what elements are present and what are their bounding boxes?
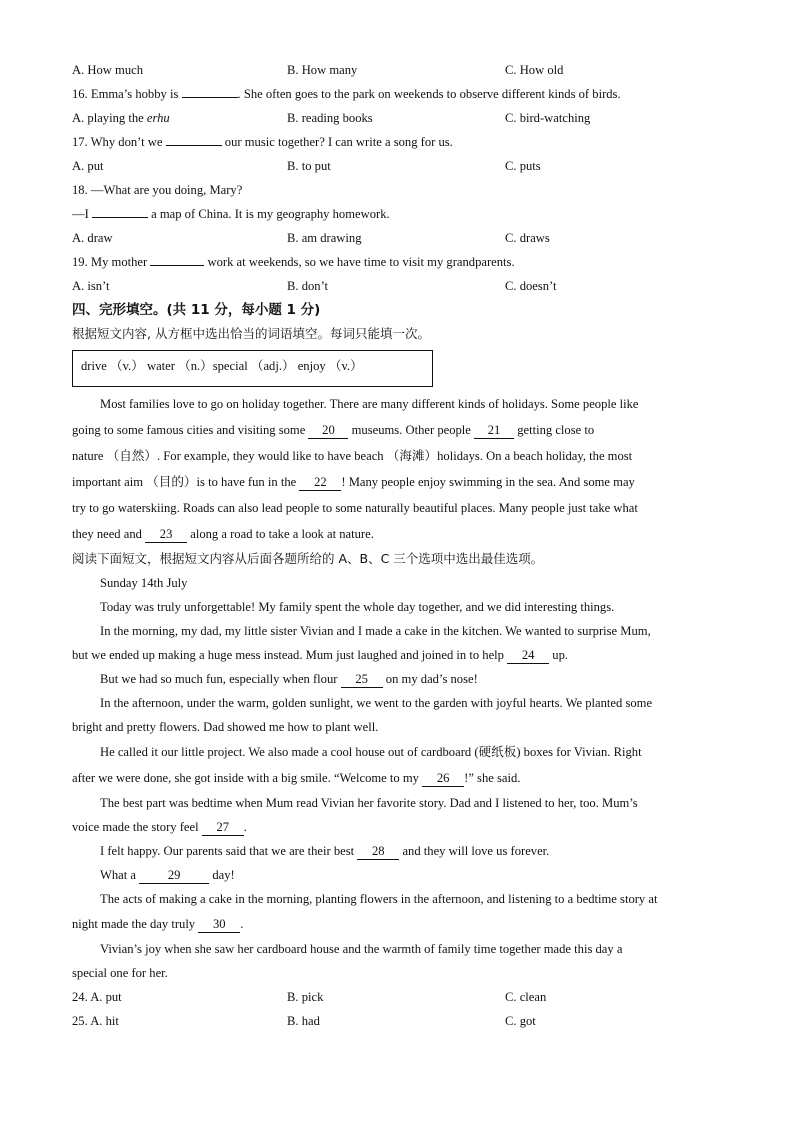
q24-option-a[interactable]: 24. A. put <box>72 990 122 1004</box>
section-4-title: 四、完形填空。(共 11 分，每小题 1 分) <box>72 302 321 318</box>
passage1-line4-start: important aim （目的）is to have fun in the <box>72 475 297 489</box>
passage1-line4 <box>72 469 732 495</box>
q24-option-b[interactable]: B. pick <box>287 990 324 1004</box>
passage2-p7 <box>72 839 732 863</box>
blank-29[interactable]: 29 <box>139 868 209 884</box>
passage2-p5-line2 <box>72 765 732 791</box>
passage1-line2 <box>72 417 732 443</box>
q18-question-line2 <box>72 202 732 226</box>
q17-stem-start: 17. Why don’t we <box>72 135 163 149</box>
q18-answer-blank[interactable] <box>92 203 148 218</box>
passage1-line2-end: getting close to <box>517 423 595 437</box>
passage2-p8-start: What a <box>100 868 137 882</box>
q19-stem-end: work at weekends, so we have time to visit my grandparents. <box>207 255 515 269</box>
blank-23[interactable]: 23 <box>145 527 187 543</box>
passage2-p3-start: But we had so much fun, especially when flour <box>100 672 338 686</box>
passage2-p6-line2-end: . <box>243 820 247 834</box>
passage1-line6-end: along a road to take a look at nature. <box>190 527 374 541</box>
passage2-p6-line1: The best part was bedtime when Mum read Vivian her favorite story. Dad and I listened to her, too. Mum’s <box>100 796 638 810</box>
q17-option-c[interactable]: C. puts <box>505 159 541 173</box>
q18-option-c[interactable]: C. draws <box>505 231 550 245</box>
passage2-p9-line2-end: . <box>240 917 244 931</box>
passage2-p6-line2 <box>72 815 732 839</box>
q16-options <box>72 106 732 130</box>
q16-option-a[interactable] <box>72 106 170 130</box>
blank-27[interactable]: 27 <box>202 820 244 836</box>
passage2-p4-line1: In the afternoon, under the warm, golden sunlight, we went to the garden with joyful hearts. We planted some <box>100 696 653 710</box>
q25-option-a[interactable]: 25. A. hit <box>72 1014 119 1028</box>
q16-stem-start: 16. Emma’s hobby is <box>72 87 179 101</box>
q16-option-b[interactable]: B. reading books <box>287 111 373 125</box>
q19-option-c[interactable]: C. doesn’t <box>505 279 557 293</box>
blank-22[interactable]: 22 <box>299 475 341 491</box>
q16-option-a-text: A. playing the <box>72 111 147 125</box>
q19-answer-blank[interactable] <box>150 251 204 266</box>
passage1-line4-end: ! Many people enjoy swimming in the sea. And some may <box>341 475 635 489</box>
passage2-p8 <box>72 863 732 887</box>
q19-options <box>72 274 732 298</box>
blank-24[interactable]: 24 <box>507 648 549 664</box>
q25-options <box>72 1009 732 1033</box>
q17-answer-blank[interactable] <box>166 131 222 146</box>
passage2-p9-line2 <box>72 911 732 937</box>
q17-question <box>72 130 732 154</box>
passage1-line6 <box>72 521 732 547</box>
q19-stem-start: 19. My mother <box>72 255 148 269</box>
q19-option-b[interactable]: B. don’t <box>287 279 329 293</box>
q15-option-b[interactable]: B. How many <box>287 63 358 77</box>
passage1-line5: try to go waterskiing. Roads can also lead people to some naturally beautiful places. Many people just take what <box>72 501 638 515</box>
reading-instruction: 阅读下面短文，根据短文内容从后面各题所给的 A、B、C 三个选项中选出最佳选项。 <box>72 551 544 566</box>
exam-page <box>72 58 732 1033</box>
q17-option-b[interactable]: B. to put <box>287 159 331 173</box>
passage1-line1: Most families love to go on holiday together. There are many different kinds of holidays. Some people like <box>100 397 639 411</box>
passage2-p5-line2-end: !” she said. <box>464 771 521 785</box>
blank-20[interactable]: 20 <box>308 423 348 439</box>
blank-28[interactable]: 28 <box>357 844 399 860</box>
q18-stem-end: a map of China. It is my geography homework. <box>151 207 390 221</box>
q18-option-a[interactable]: A. draw <box>72 231 113 245</box>
q17-stem-end: our music together? I can write a song for us. <box>224 135 453 149</box>
q15-options <box>72 58 732 82</box>
passage2-p5-line1: He called it our little project. We also made a cool house out of cardboard (硬纸板) boxes for Vivian. Right <box>100 745 642 759</box>
q16-stem-end: . She often goes to the park on weekends to observe different kinds of birds. <box>237 87 621 101</box>
passage2-p9-line1: The acts of making a cake in the morning, planting flowers in the afternoon, and listening to a bedtime story at <box>100 892 658 906</box>
passage2-p4-line2: bright and pretty flowers. Dad showed me how to plant well. <box>72 720 379 734</box>
passage2-p3 <box>72 667 732 691</box>
q25-option-c[interactable]: C. got <box>505 1014 536 1028</box>
q16-question <box>72 82 732 106</box>
q24-options <box>72 985 732 1009</box>
passage2-p2-line2-start: but we ended up making a huge mess instead. Mum just laughed and joined in to help <box>72 648 504 662</box>
q16-answer-blank[interactable] <box>182 83 238 98</box>
q15-option-a[interactable]: A. How much <box>72 63 144 77</box>
q16-option-a-italic: erhu <box>146 111 170 125</box>
passage2-p1: Today was truly unforgettable! My family spent the whole day together, and we did interesting things. <box>100 600 615 614</box>
blank-21[interactable]: 21 <box>474 423 514 439</box>
diary-date: Sunday 14th July <box>100 576 188 590</box>
blank-26[interactable]: 26 <box>422 771 464 787</box>
passage2-p9-line2-start: night made the day truly <box>72 917 196 931</box>
passage2-p10-line2: special one for her. <box>72 966 168 980</box>
q18-stem-start: —I <box>72 207 89 221</box>
passage2-p2-line2 <box>72 643 732 667</box>
passage2-p7-end: and they will love us forever. <box>402 844 550 858</box>
q17-option-a[interactable]: A. put <box>72 159 104 173</box>
passage1-line6-start: they need and <box>72 527 142 541</box>
word-box: drive （v.） water （n.）special （adj.） enjoy （v.） <box>72 350 433 387</box>
blank-30[interactable]: 30 <box>198 917 240 933</box>
passage2-p8-end: day! <box>212 868 235 882</box>
q19-option-a[interactable]: A. isn’t <box>72 279 110 293</box>
blank-25[interactable]: 25 <box>341 672 383 688</box>
q18-question-line1: 18. —What are you doing, Mary? <box>72 183 243 197</box>
passage1-line2-mid: museums. Other people <box>351 423 471 437</box>
q18-options <box>72 226 732 250</box>
q16-option-c[interactable]: C. bird-watching <box>505 111 591 125</box>
q25-option-b[interactable]: B. had <box>287 1014 320 1028</box>
q15-option-c[interactable]: C. How old <box>505 63 564 77</box>
passage2-p7-start: I felt happy. Our parents said that we are their best <box>100 844 355 858</box>
q19-question <box>72 250 732 274</box>
passage2-p2-line2-end: up. <box>552 648 569 662</box>
passage2-p2-line1: In the morning, my dad, my little sister Vivian and I made a cake in the kitchen. We wanted to surprise Mum, <box>100 624 651 638</box>
passage1-line2-start: going to some famous cities and visiting some <box>72 423 306 437</box>
passage2-p6-line2-start: voice made the story feel <box>72 820 199 834</box>
passage2-p3-end: on my dad’s nose! <box>385 672 478 686</box>
q24-option-c[interactable]: C. clean <box>505 990 547 1004</box>
passage2-p5-line2-start: after we were done, she got inside with a big smile. “Welcome to my <box>72 771 419 785</box>
section-4-instruction: 根据短文内容, 从方框中选出恰当的词语填空。每词只能填一次。 <box>72 326 430 341</box>
passage1-line3: nature （自然）. For example, they would like to have beach （海滩）holidays. On a beach holiday, the most <box>72 449 633 463</box>
q17-options <box>72 154 732 178</box>
q18-option-b[interactable]: B. am drawing <box>287 231 362 245</box>
passage2-p10-line1: Vivian’s joy when she saw her cardboard house and the warmth of family time together made this day a <box>100 942 623 956</box>
